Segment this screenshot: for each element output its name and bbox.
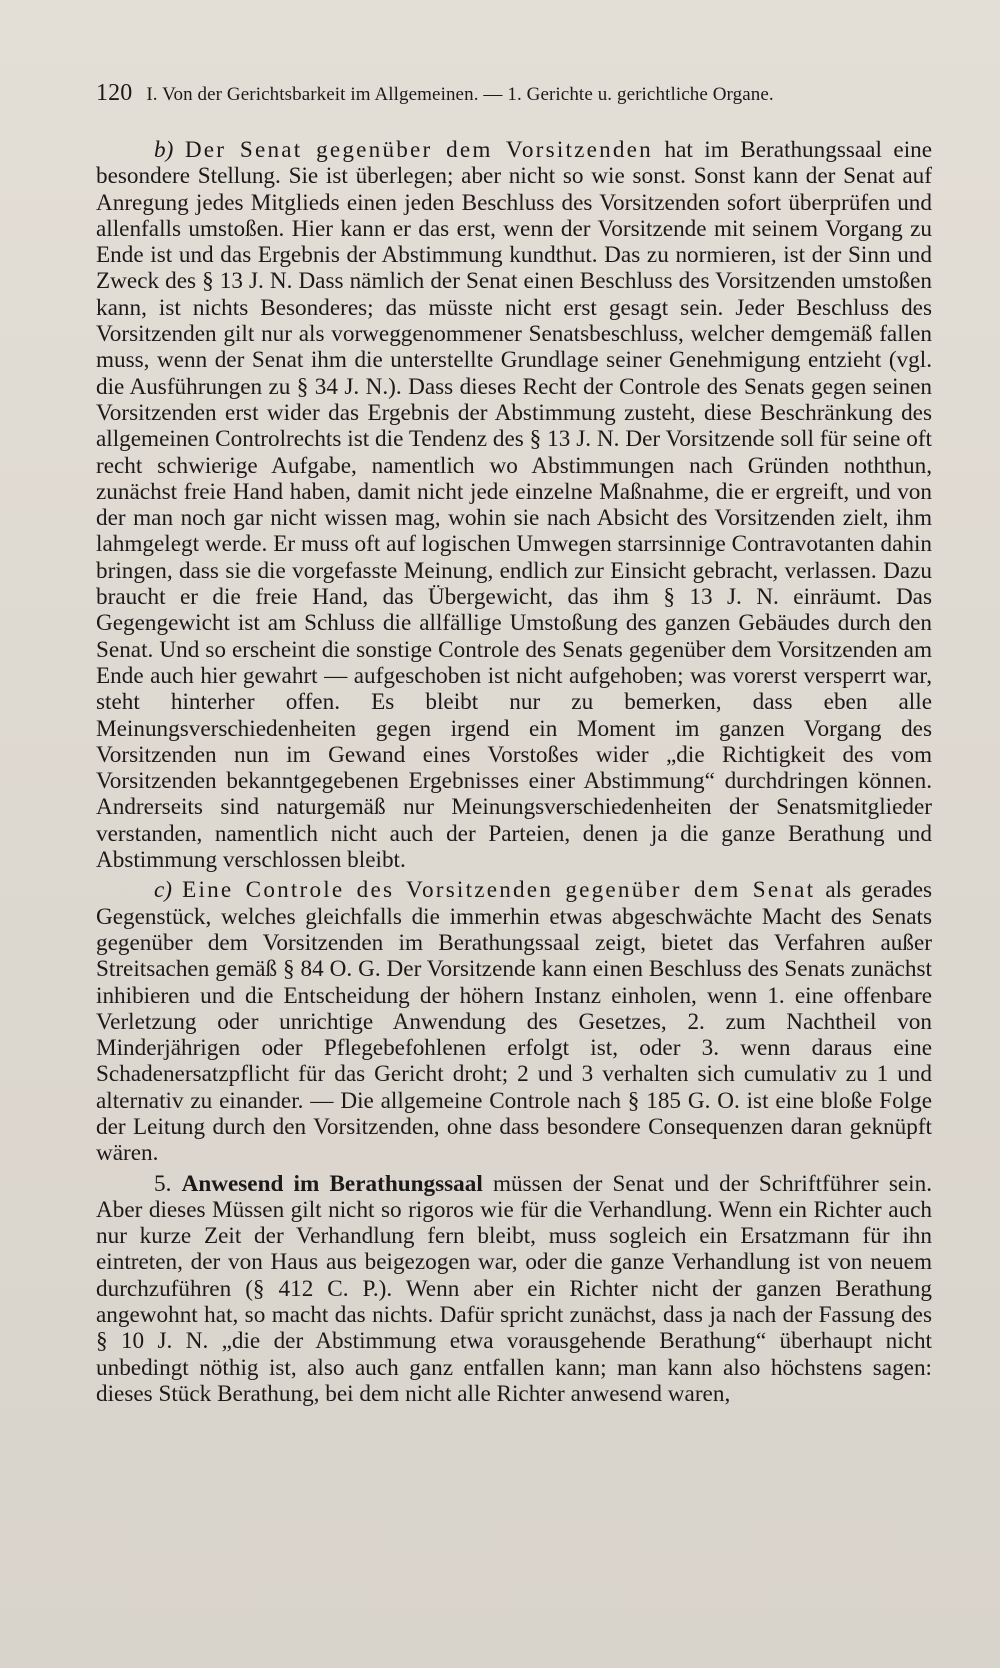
section-5-number: 5. (154, 1170, 172, 1197)
paragraph-b (96, 137, 932, 873)
running-title: I. Von der Gerichtsbarkeit im Allgemeinen. — 1. Gerichte u. gerichtliche Organe. (146, 84, 774, 105)
paragraph-c-marker: c) (154, 877, 173, 904)
paragraph-b-emphasis: Der Senat gegenüber dem Vorsitzenden (184, 137, 653, 163)
section-5 (96, 1171, 932, 1408)
body-text (96, 137, 932, 1407)
paragraph-c (96, 877, 932, 1166)
paragraph-b-text: hat im Berathungssaal eine besondere Stellung. Sie ist überlegen; aber nicht so wie sonst. Sonst kann der Senat auf Anregung jedes Mitglieds einen jeden Beschluss des Vorsitzenden sofort überprüfen und allenfalls umstoßen. Hier kann er das erst, wenn der Vorsitzende mit seinem Vorgang zu Ende ist und das Ergebnis der Abstimmung kundthut. Das zu normieren, ist der Sinn und Zweck des § 13 J. N. Dass nämlich der Senat einen Beschluss des Vorsitzenden umstoßen kann, ist nichts Besonderes; das müsste nicht erst gesagt sein. Jeder Beschluss des Vorsitzenden gilt nur als vorweggenommener Senatsbeschluss, welcher demgemäß fallen muss, wenn der Senat ihm die unterstellte Grundlage seiner Genehmigung entzieht (vgl. die Ausführungen zu § 34 J. N.). Dass dieses Recht der Controle des Senats gegen seinen Vorsitzenden erst wider das Ergebnis der Abstimmung zusteht, diese Beschränkung des allgemeinen Controlrechts ist die Tendenz des § 13 J. N. Der Vorsitzende soll für seine oft recht schwierige Aufgabe, namentlich wo Abstimmungen nach Gründen noththun, zunächst freie Hand haben, damit nicht jede einzelne Maßnahme, die er ergreift, und von der man noch gar nicht wissen mag, wohin sie nach Absicht des Vorsitzenden zielt, ihm lahmgelegt werde. Er muss oft auf logischen Umwegen starrsinnige Contravotanten dahin bringen, dass sie die vorgefasste Meinung, endlich zur Einsicht gebracht, verlassen. Dazu braucht er die freie Hand, das Übergewicht, das ihm § 13 J. N. einräumt. Das Gegengewicht ist am Schluss die allfällige Umstoßung des ganzen Gebäudes durch den Senat. Und so erscheint die sonstige Controle des Senats gegenüber dem Vorsitzenden am Ende auch hier gewahrt — aufgeschoben ist nicht aufgehoben; was vorerst versperrt war, steht hinterher offen. Es bleibt nur zu bemerken, dass eben alle Meinungsverschiedenheiten gegen irgend ein Moment im ganzen Vorgang des Vorsitzenden nun im Gewand eines Vorstoßes wider „die Richtigkeit des vom Vorsitzenden bekanntgegebenen Ergebnisses einer Abstimmung“ durchdringen können. Andrerseits sind naturgemäß nur Meinungsverschiedenheiten der Senatsmitglieder verstanden, namentlich nicht auch der Parteien, denen ja die ganze Berathung und Abstimmung verschlossen bleibt. (96, 137, 933, 874)
page-number: 120 (96, 80, 133, 106)
section-5-text: müssen der Senat und der Schriftführer sein. Aber dieses Müssen gilt nicht so rigoros wie für die Verhandlung. Wenn ein Richter auch nur kurze Zeit der Verhandlung fern bleibt, muss sogleich ein Ersatzmann für ihn eintreten, der von Haus aus beigezogen war, oder die ganze Verhandlung ist von neuem durchzuführen (§ 412 C. P.). Wenn aber ein Richter nicht der ganzen Berathung angewohnt hat, so macht das nichts. Dafür spricht zunächst, dass ja nach der Fassung des § 10 J. N. „die der Abstimmung etwa vorausgehende Berathung“ überhaupt nicht unbedingt nöthig ist, also auch ganz entfallen kann; man kann also höchstens sagen: dieses Stück Berathung, bei dem nicht alle Richter anwesend waren, (96, 1170, 933, 1407)
paragraph-b-marker: b) (154, 137, 174, 163)
section-5-heading: Anwesend im Berathungssaal (181, 1170, 483, 1197)
paragraph-c-text: als gerades Gegenstück, welches gleichfalls die immerhin etwas abgeschwächte Macht des Senats gegenüber dem Vorsitzenden im Berathungssaal zeigt, bietet das Verfahren außer Streitsachen gemäß § 84 O. G. Der Vorsitzende kann einen Beschluss des Senats zunächst inhibieren und die Entscheidung der höhern Instanz einholen, wenn 1. eine offenbare Verletzung oder unrichtige Anwendung des Gesetzes, 2. zum Nachtheil von Minderjährigen oder Pflegebefohlenen erfolgt ist, oder 3. wenn daraus eine Schadenersatzpflicht für das Gericht droht; 2 und 3 verhalten sich cumulativ zu 1 und alternativ zu einander. — Die allgemeine Controle nach § 185 G. O. ist eine bloße Folge der Leitung durch den Vorsitzenden, ohne dass besondere Consequenzen daran geknüpft wären. (96, 877, 933, 1167)
paragraph-c-emphasis: Eine Controle des Vorsitzenden gegenüber dem Senat (182, 877, 816, 904)
running-header (96, 80, 932, 107)
